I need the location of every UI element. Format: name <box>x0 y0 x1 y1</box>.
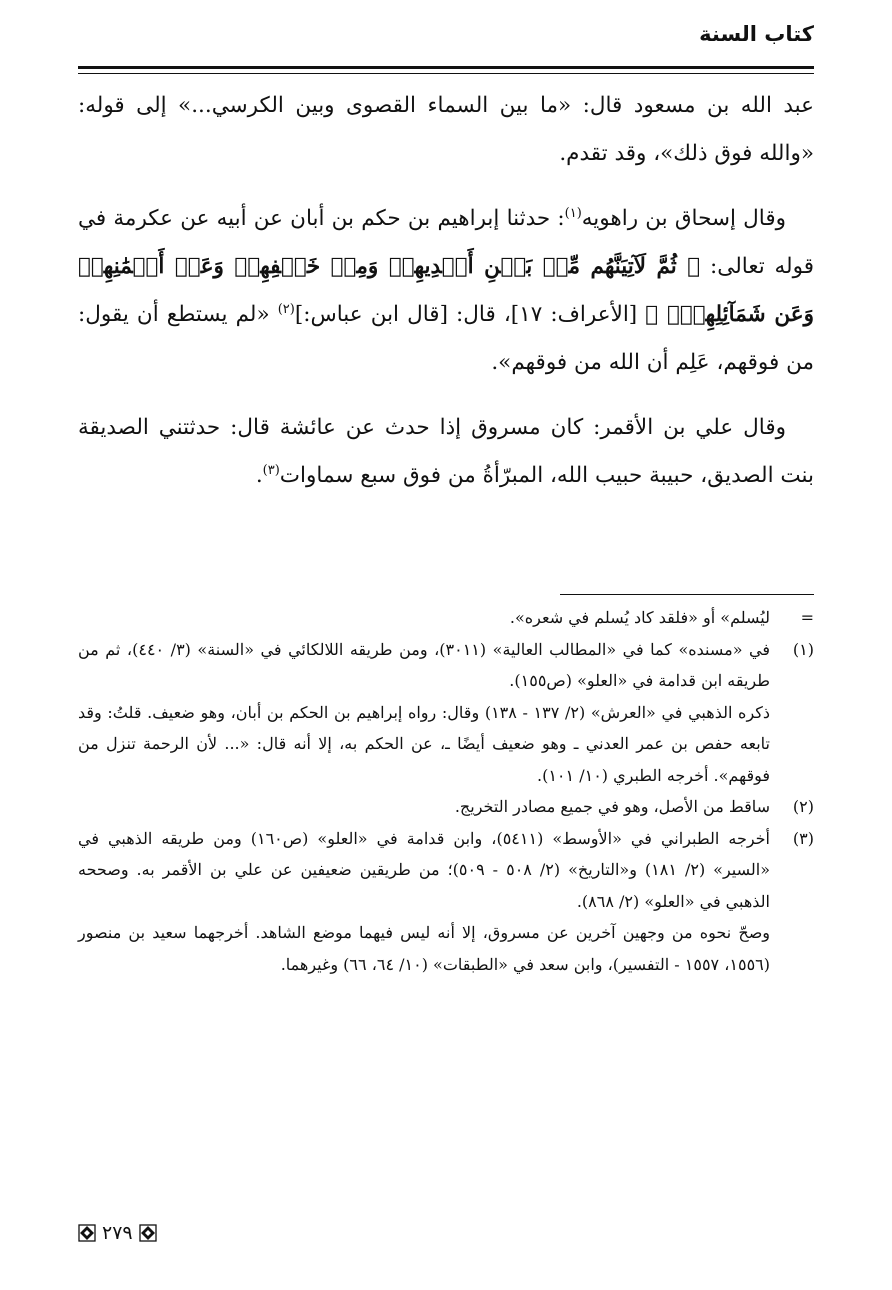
page-number: ٢٧٩ <box>102 1222 133 1244</box>
verse-reference: [الأعراف: ١٧]، قال: [قال ابن عباس:] <box>294 302 646 327</box>
running-title: كتاب السنة <box>699 22 814 46</box>
paragraph-2 <box>78 195 814 387</box>
footnote-text: ذكره الذهبي في «العرش» (٢/ ١٣٧ - ١٣٨) وقال: رواه إبراهيم بن الحكم بن أبان، وهو ضعيف. قلتُ: وقد تابعه حفص بن عمر العدني ـ وهو ضعيف أيضًا ـ، عن الحكم به، إلا أنه قال: «... لأن الرحمة تنزل من فوقهم». أخرجه الطبري (١٠/ ١٠١). <box>78 702 771 785</box>
footnote-text: في «مسنده» كما في «المطالب العالية» (٣٠١١)، ومن طريقه اللالكائي في «السنة» (٣/ ٤٤٠)، ثم من طريقه ابن قدامة في «العلو» (ص١٥٥). <box>78 639 771 690</box>
footnote-mark: (١) <box>792 639 814 659</box>
footnote-continued <box>78 602 814 634</box>
footnote-3-continued <box>78 917 814 980</box>
footnote-1-continued <box>78 697 814 792</box>
paragraph-1: عبد الله بن مسعود قال: «ما بين السماء القصوى وبين الكرسي...» إلى قوله: «والله فوق ذلك»، وقد تقدم. <box>78 93 814 166</box>
footnote-ref-3: (٣) <box>262 462 280 478</box>
footnote-text: وصحّ نحوه من وجهين آخرين عن مسروق، إلا أنه ليس فيهما موضع الشاهد. أخرجهما سعيد بن منصور (١٥٥٦، ١٥٥٧ - التفسير)، وابن سعد في «الطبقات» (١٠/ ٦٤، ٦٦) وغيرهما. <box>78 923 770 974</box>
footnote-mark: (٣) <box>792 828 814 848</box>
main-text <box>78 82 814 517</box>
page-number-block <box>78 1222 157 1244</box>
footnotes <box>78 602 814 980</box>
paragraph-3-end: . <box>255 463 263 488</box>
footnote-text: ساقط من الأصل، وهو في جميع مصادر التخريج. <box>454 797 770 816</box>
diamond-ornament-icon <box>78 1224 96 1242</box>
footnote-mark: (٢) <box>792 797 814 816</box>
paragraph-3 <box>78 404 814 500</box>
footnote-3 <box>78 823 814 918</box>
header-rule-thick <box>78 66 814 69</box>
paragraph-3-text: وقال علي بن الأقمر: كان مسروق إذا حدث عن عائشة قال: حدثتني الصديقة بنت الصديق، حبيبة حبيب الله، المبرّأةُ من فوق سبع سماوات <box>78 415 814 488</box>
footnote-1 <box>78 634 814 697</box>
footnote-text: أخرجه الطبراني في «الأوسط» (٥٤١١)، وابن قدامة في «العلو» (ص١٦٠) ومن طريقه الذهبي في «السير» (٢/ ١٨١) و«التاريخ» (٢/ ٥٠٨ - ٥٠٩)؛ من طريقين ضعيفين عن علي بن الأقمر به. وصححه الذهبي في «العلو» (٢/ ٨٦٨). <box>78 828 771 911</box>
header-rule-thin <box>78 73 814 74</box>
quran-verse: ﴿ ثُمَّ لَآتِيَنَّهُم مِّنۢ بَيۡنِ أَيۡدِيهِمۡ وَمِنۡ خَلۡفِهِمۡ وَعَنۡ أَيۡمَٰنِهِمۡ وَعَن شَمَآئِلِهِمۡۖ ﴾ <box>78 254 814 327</box>
footnote-mark: = <box>800 608 814 627</box>
paragraph-2-start: وقال إسحاق بن راهويه <box>581 206 786 231</box>
paragraph-2-middle: : حدثنا إبراهيم بن حكم بن أبان عن أبيه عن عكرمة في قوله تعالى: <box>78 206 814 279</box>
footnote-separator <box>560 594 814 595</box>
footnote-2 <box>78 791 814 823</box>
paragraph-2-end: «لم يستطع أن يقول: من فوقهم، عَلِم أن الله من فوقهم». <box>78 302 814 375</box>
footnote-text: ليُسلم» أو «فلقد كاد يُسلم في شعره». <box>509 608 770 627</box>
diamond-ornament-icon <box>139 1224 157 1242</box>
footnote-ref-1: (١) <box>564 205 582 221</box>
footnote-ref-2: (٢) <box>277 301 295 317</box>
